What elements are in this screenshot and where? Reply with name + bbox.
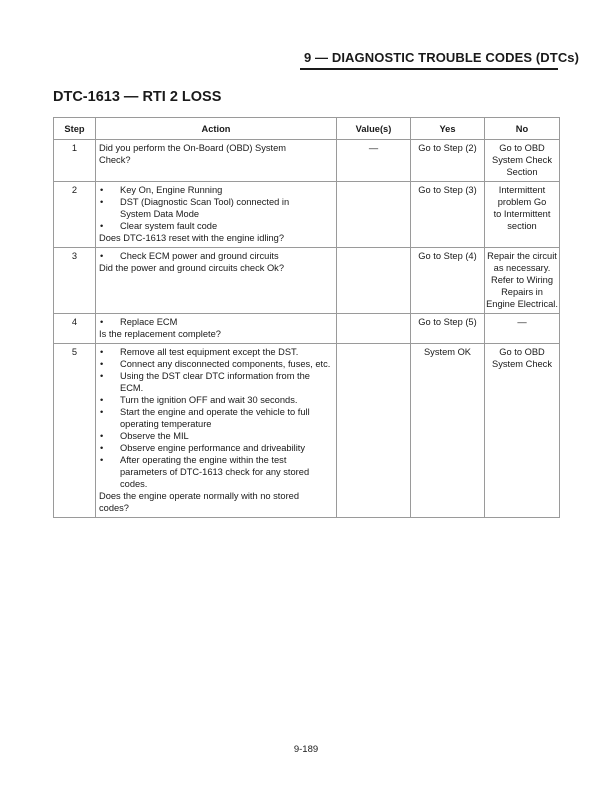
values-cell bbox=[337, 182, 411, 248]
diagnostic-table bbox=[53, 117, 560, 518]
bullet-icon: • bbox=[100, 395, 104, 405]
action-cell bbox=[96, 344, 337, 518]
action-bullet: • Remove all test equipment except the DST. bbox=[100, 347, 299, 357]
step-number: 2 bbox=[54, 182, 96, 248]
action-bullet: • Using the DST clear DTC information from the ECM. bbox=[100, 371, 310, 393]
action-bullet: • Observe the MIL bbox=[100, 431, 189, 441]
action-bullet: • Turn the ignition OFF and wait 30 seconds. bbox=[100, 395, 298, 405]
yes-cell: Go to Step (3) bbox=[411, 182, 485, 248]
running-header: 9 — DIAGNOSTIC TROUBLE CODES (DTCs) bbox=[304, 50, 580, 65]
action-bullet: • Replace ECM bbox=[100, 317, 178, 327]
yes-cell: Go to Step (2) bbox=[411, 140, 485, 182]
bullet-icon: • bbox=[100, 317, 104, 327]
section-title: DTC-1613 — RTI 2 LOSS bbox=[53, 89, 222, 105]
action-bullet: • Key On, Engine Running bbox=[100, 185, 223, 195]
column-header-yes: Yes bbox=[411, 118, 485, 140]
bullet-icon: • bbox=[100, 431, 104, 441]
table-row bbox=[54, 314, 560, 344]
column-header-no: No bbox=[485, 118, 560, 140]
yes-cell: Go to Step (5) bbox=[411, 314, 485, 344]
action-bullet: • Observe engine performance and driveability bbox=[100, 443, 306, 453]
bullet-icon: • bbox=[100, 455, 104, 465]
yes-cell: Go to Step (4) bbox=[411, 248, 485, 314]
table-row bbox=[54, 248, 560, 314]
values-cell bbox=[337, 344, 411, 518]
no-cell: Repair the circuit as necessary. Refer to Wiring Repairs in Engine Electrical. bbox=[485, 248, 560, 314]
no-cell: Go to OBD System Check bbox=[485, 344, 560, 518]
bullet-icon: • bbox=[100, 221, 104, 231]
column-header-action: Action bbox=[96, 118, 337, 140]
action-cell bbox=[96, 248, 337, 314]
step-number: 4 bbox=[54, 314, 96, 344]
no-cell: Go to OBD System Check Section bbox=[485, 140, 560, 182]
bullet-icon: • bbox=[100, 407, 104, 417]
action-cell bbox=[96, 182, 337, 248]
bullet-icon: • bbox=[100, 443, 104, 453]
action-bullet: • Connect any disconnected components, fuses, etc. bbox=[100, 359, 331, 369]
table-row bbox=[54, 140, 560, 182]
header-rule bbox=[300, 68, 558, 70]
values-cell: — bbox=[337, 140, 411, 182]
bullet-icon: • bbox=[100, 251, 104, 261]
action-question: Does DTC-1613 reset with the engine idling? bbox=[99, 233, 285, 243]
yes-cell: System OK bbox=[411, 344, 485, 518]
action-question: Is the replacement complete? bbox=[99, 329, 221, 339]
bullet-icon: • bbox=[100, 359, 104, 369]
column-header-step: Step bbox=[54, 118, 96, 140]
values-cell bbox=[337, 314, 411, 344]
action-bullet: • After operating the engine within the test parameters of DTC-1613 check for any stored codes. bbox=[100, 455, 310, 489]
step-number: 1 bbox=[54, 140, 96, 182]
values-cell bbox=[337, 248, 411, 314]
bullet-icon: • bbox=[100, 347, 104, 357]
action-question: Did the power and ground circuits check Ok? bbox=[99, 263, 284, 273]
no-cell: Intermittent problem Go to Intermittent section bbox=[485, 182, 560, 248]
table-row bbox=[54, 182, 560, 248]
page-number: 9-189 bbox=[293, 744, 319, 755]
action-question: Does the engine operate normally with no stored codes? bbox=[99, 491, 300, 513]
action-question: Did you perform the On-Board (OBD) System Check? bbox=[99, 143, 287, 165]
action-bullet: • Check ECM power and ground circuits bbox=[100, 251, 279, 261]
action-cell bbox=[96, 140, 337, 182]
no-cell: — bbox=[485, 314, 560, 344]
table-header-row bbox=[54, 118, 560, 140]
action-bullet: • Clear system fault code bbox=[100, 221, 218, 231]
step-number: 3 bbox=[54, 248, 96, 314]
bullet-icon: • bbox=[100, 371, 104, 381]
step-number: 5 bbox=[54, 344, 96, 518]
table-row bbox=[54, 344, 560, 518]
column-header-values: Value(s) bbox=[337, 118, 411, 140]
bullet-icon: • bbox=[100, 197, 104, 207]
bullet-icon: • bbox=[100, 185, 104, 195]
action-bullet: • Start the engine and operate the vehicle to full operating temperature bbox=[100, 407, 310, 429]
action-bullet: • DST (Diagnostic Scan Tool) connected in System Data Mode bbox=[100, 197, 290, 219]
action-cell bbox=[96, 314, 337, 344]
